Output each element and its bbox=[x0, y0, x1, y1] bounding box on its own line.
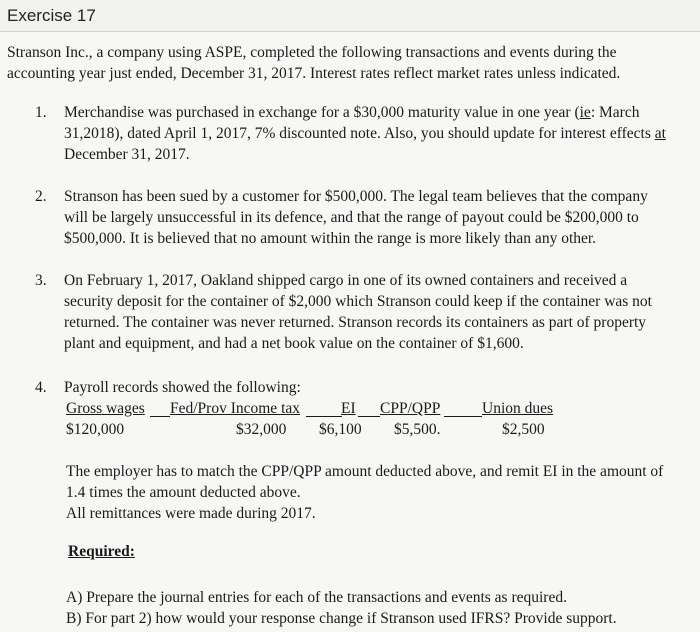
payroll-value-cpp-qpp: $5,500. bbox=[394, 421, 441, 438]
exercise-header bbox=[0, 0, 700, 32]
item-3-number: 3. bbox=[35, 272, 47, 289]
item-1-line-1-a: Merchandise was purchased in exchange for a $30,000 maturity value in one year ( bbox=[64, 104, 580, 121]
item-2-line-2: will be largely unsuccessful in its defence, and that the range of payout could be $200,000 to bbox=[64, 209, 639, 226]
payroll-header-rule-2 bbox=[306, 416, 342, 417]
intro-line-2: accounting year just ended, December 31, 2017. Interest rates reflect market rates unless indicated. bbox=[7, 65, 621, 82]
item-3-line-4: plant and equipment, and had a net book value on the container of $1,600. bbox=[64, 335, 524, 352]
item-1-line-2 bbox=[64, 124, 666, 144]
item-4-line-1: Payroll records showed the following: bbox=[64, 379, 301, 396]
payroll-value-union-dues: $2,500 bbox=[502, 421, 545, 438]
item-2-number: 2. bbox=[35, 188, 47, 205]
item-2-line-3: $500,000. It is believed that no amount within the range is more likely than any other. bbox=[64, 230, 597, 247]
payroll-header-rule-1 bbox=[150, 416, 170, 417]
required-item-a: A) Prepare the journal entries for each of the transactions and events as required. bbox=[66, 589, 567, 606]
payroll-header-cpp-qpp: CPP/QPP bbox=[380, 400, 441, 417]
item-4-number: 4. bbox=[35, 379, 47, 396]
item-1-at: at bbox=[654, 125, 666, 142]
item-1-ie: ie bbox=[579, 104, 591, 121]
payroll-header-rule-3 bbox=[358, 416, 380, 417]
employer-note-line-3: All remittances were made during 2017. bbox=[66, 505, 316, 522]
payroll-value-gross-wages: $120,000 bbox=[66, 421, 125, 438]
item-1-number: 1. bbox=[35, 104, 47, 121]
payroll-header-union-dues: Union dues bbox=[482, 400, 554, 417]
item-2-line-1: Stranson has been sued by a customer for $500,000. The legal team believes that the company bbox=[64, 188, 648, 205]
payroll-header-ei: EI bbox=[341, 400, 356, 417]
item-1-line-1-b: : March bbox=[590, 104, 640, 121]
exercise-title: Exercise 17 bbox=[7, 6, 96, 25]
intro-line-1: Stranson Inc., a company using ASPE, completed the following transactions and events during the bbox=[7, 44, 617, 61]
payroll-header-rule-4 bbox=[444, 416, 482, 417]
item-3-line-2: security deposit for the container of $2,000 which Stranson could keep if the container was not bbox=[64, 293, 652, 310]
payroll-header-income-tax: Fed/Prov Income tax bbox=[170, 400, 301, 417]
payroll-value-income-tax: $32,000 bbox=[236, 421, 287, 438]
item-1-line-3: December 31, 2017. bbox=[64, 146, 190, 163]
item-3-line-3: returned. The container was never returned. Stranson records its containers as part of property bbox=[64, 314, 647, 331]
item-1-line-1 bbox=[64, 103, 639, 123]
employer-note-line-1: The employer has to match the CPP/QPP amount deducted above, and remit EI in the amount of bbox=[66, 463, 664, 480]
item-1-line-2-a: 31,2018), dated April 1, 2017, 7% discounted note. Also, you should update for interest effects bbox=[64, 125, 655, 142]
payroll-value-ei: $6,100 bbox=[319, 421, 362, 438]
payroll-header-gross-wages: Gross wages bbox=[66, 400, 145, 417]
item-3-line-1: On February 1, 2017, Oakland shipped cargo in one of its owned containers and received a bbox=[64, 272, 628, 289]
required-item-b: B) For part 2) how would your response change if Stranson used IFRS? Provide support. bbox=[66, 610, 617, 627]
required-heading: Required: bbox=[68, 543, 135, 560]
employer-note-line-2: 1.4 times the amount deducted above. bbox=[66, 484, 301, 501]
